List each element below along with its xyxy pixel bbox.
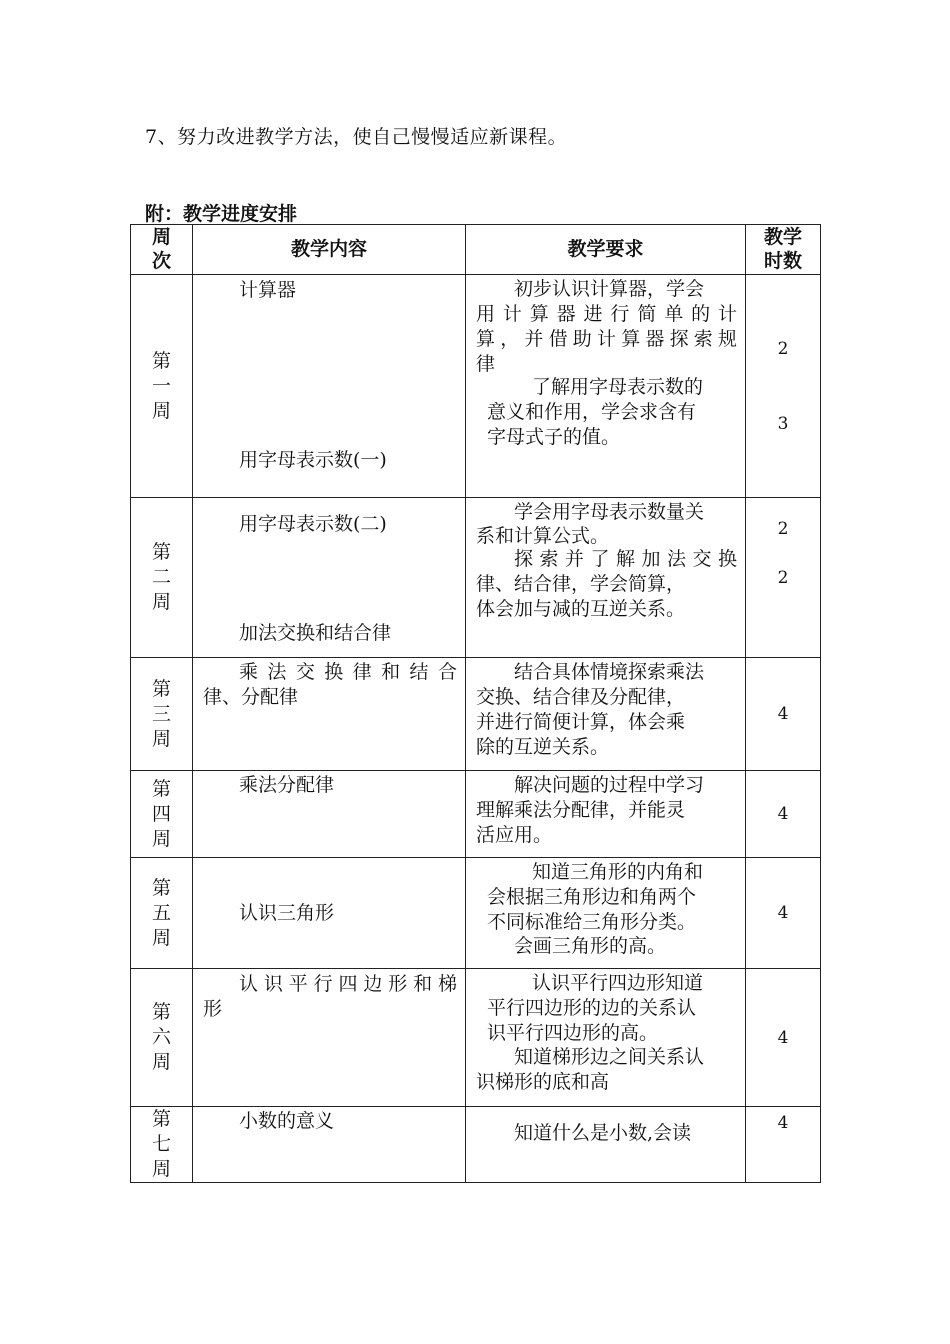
- content-cell: 乘法分配律: [193, 771, 466, 858]
- week-cell: 第一周: [131, 275, 193, 498]
- requirement-cell: 解决问题的过程中学习 理解乘法分配律，并能灵 活应用。: [466, 771, 746, 858]
- table-header-row: [131, 225, 821, 275]
- content-cell: 认识平行四边形和梯 形: [193, 969, 466, 1107]
- header-requirement: 教学要求: [466, 225, 746, 275]
- header-week: 周次: [131, 225, 193, 275]
- week-cell: 第六周: [131, 969, 193, 1107]
- content-cell: 用字母表示数(二) 加法交换和结合律: [193, 498, 466, 658]
- week-cell: 第七周: [131, 1107, 193, 1183]
- requirement-cell: 初步认识计算器，学会 用计算器进行简单的计 算，并借助计算器探索规 律 了解用字母表示数的 意义和作用，学会求含有 字母式子的值。: [466, 275, 746, 498]
- requirement-cell: 认识平行四边形知道 平行四边形的边的关系认 识平行四边形的高。 知道梯形边之间关系认 识梯形的底和高: [466, 969, 746, 1107]
- content-cell: 计算器 用字母表示数(一): [193, 275, 466, 498]
- table-row: [131, 658, 821, 771]
- hours-cell: 4: [746, 858, 821, 969]
- appendix-title: 附：教学进度安排: [145, 203, 298, 225]
- table-row: [131, 969, 821, 1107]
- week-cell: 第三周: [131, 658, 193, 771]
- table-row: [131, 858, 821, 969]
- hours-cell: 4: [746, 1107, 821, 1183]
- hours-cell: 4: [746, 658, 821, 771]
- week-cell: 第五周: [131, 858, 193, 969]
- hours-cell: 2 2: [746, 498, 821, 658]
- requirement-cell: 结合具体情境探索乘法 交换、结合律及分配律， 并进行简便计算，体会乘 除的互逆关系。: [466, 658, 746, 771]
- requirement-cell: 学会用字母表示数量关 系和计算公式。 探索并了解加法交换 律、结合律，学会简算， 体会加与减的互逆关系。: [466, 498, 746, 658]
- week-cell: 第二周: [131, 498, 193, 658]
- content-cell: 认识三角形: [193, 858, 466, 969]
- content-cell: 小数的意义: [193, 1107, 466, 1183]
- table-row: [131, 771, 821, 858]
- table-row: [131, 275, 821, 498]
- header-content: 教学内容: [193, 225, 466, 275]
- table-row: [131, 498, 821, 658]
- hours-cell: 4: [746, 969, 821, 1107]
- table-row: [131, 1107, 821, 1183]
- requirement-cell: 知道什么是小数,会读: [466, 1107, 746, 1183]
- week-cell: 第四周: [131, 771, 193, 858]
- paragraph-item-7: 7、努力改进教学方法，使自己慢慢适应新课程。: [145, 126, 568, 148]
- hours-cell: 4: [746, 771, 821, 858]
- header-hours: 教学时数: [746, 225, 821, 275]
- hours-cell: 2 3: [746, 275, 821, 498]
- requirement-cell: 知道三角形的内角和 会根据三角形边和角两个 不同标准给三角形分类。 会画三角形的高。: [466, 858, 746, 969]
- content-cell: 乘法交换律和结合 律、分配律: [193, 658, 466, 771]
- schedule-table: [130, 224, 821, 1183]
